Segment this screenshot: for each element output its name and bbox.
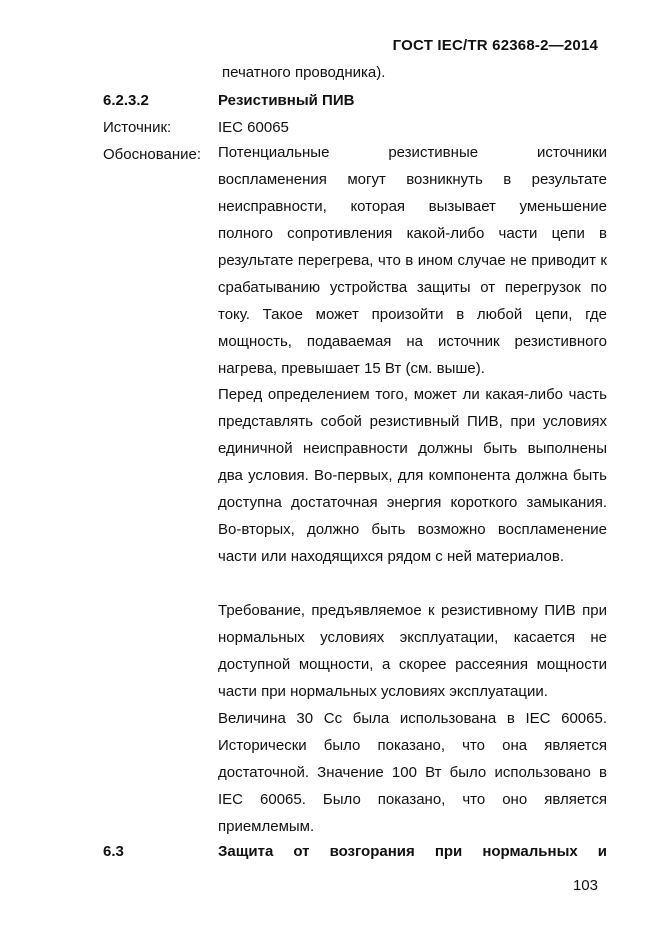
continuation-text: печатного проводника).: [222, 64, 386, 81]
section-number: 6.3: [103, 843, 124, 860]
rationale-paragraph-4: Величина 30 Сс была использована в IEC 60065. Исторически было показано, что она является достаточной. Значение 100 Вт было использовано в IEC 60065. Было показано, что оно является приемлемым.: [218, 710, 607, 835]
page-number: 103: [572, 877, 598, 894]
source-value: IEC 60065: [218, 119, 289, 136]
section-title: Резистивный ПИВ: [218, 92, 355, 109]
rationale-label: Обоснование:: [103, 146, 202, 163]
section-number: 6.2.3.2: [103, 92, 149, 109]
document-header: ГОСТ IEC/TR 62368-2—2014: [392, 37, 598, 54]
rationale-paragraph-2: Перед определением того, может ли какая-либо часть представлять собой резистивный ПИВ, при условиях единичной неисправности должны быть выполнены два условия. Во-первых, для компонента должна быть доступна достаточная энергия короткого замыкания. Во-вторых, должно быть возможно воспламенение части или находящихся рядом с ней материалов.: [218, 386, 607, 565]
rationale-paragraph-1: Потенциальные резистивные источники воспламенения могут возникнуть в результате неисправности, которая вызывает уменьшение полного сопротивления какой-либо части цепи в результате перегрева, что в ином случае не приводит к срабатыванию устройства защиты от перегрузок по току. Такое может произойти в любой цепи, где мощность, подаваемая на источник резистивного нагрева, превышает 15 Вт (см. выше).: [218, 144, 607, 377]
section-title: Защита от возгорания при нормальных и: [218, 843, 607, 860]
source-label: Источник:: [103, 119, 172, 136]
rationale-paragraph-3: Требование, предъявляемое к резистивному ПИВ при нормальных условиях эксплуатации, касается не доступной мощности, а скорее рассеяния мощности части при нормальных условиях эксплуатации.: [218, 602, 607, 700]
